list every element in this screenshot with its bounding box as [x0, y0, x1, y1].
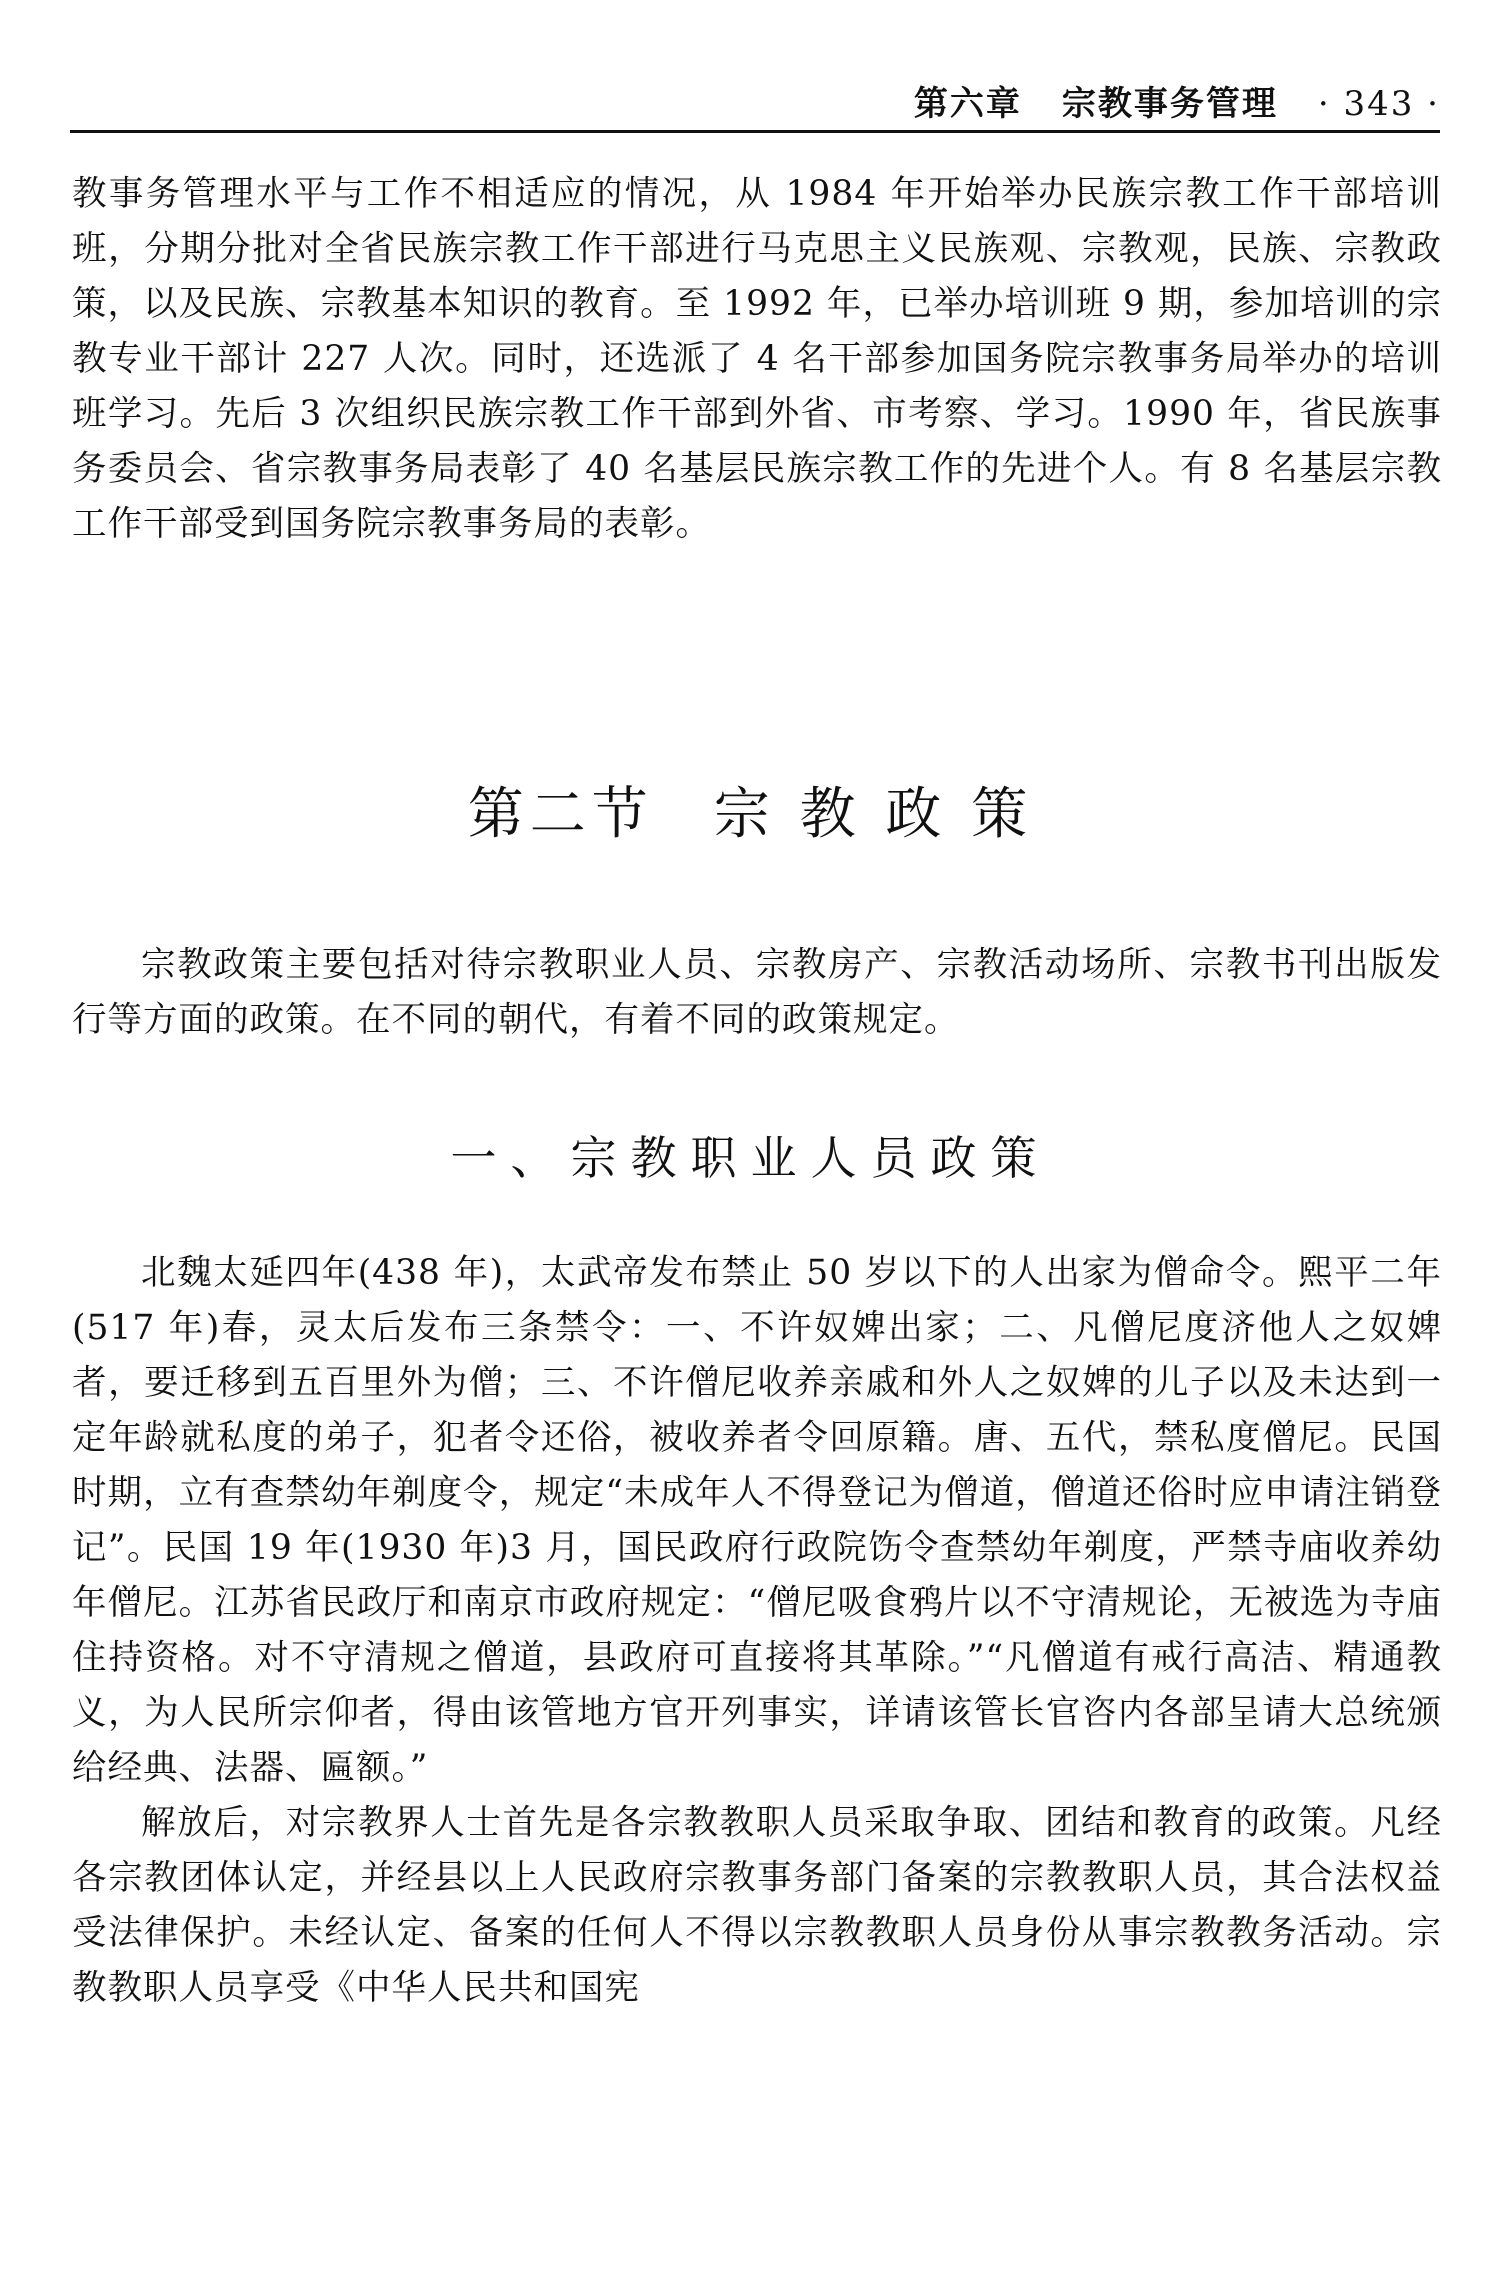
body-paragraph: 北魏太延四年(438 年)，太武帝发布禁止 50 岁以下的人出家为僧命令。熙平二年(517 年)春，灵太后发布三条禁令：一、不许奴婢出家；二、凡僧尼度济他人之奴婢者，要迁移到五百里外为僧；三、不许僧尼收养亲戚和外人之奴婢的儿子以及未达到一定年龄就私度的弟子，犯者令还俗，被收养者令回原籍。唐、五代，禁私度僧尼。民国时期，立有查禁幼年剃度令，规定“未成年人不得登记为僧道，僧道还俗时应申请注销登记”。民国 19 年(1930 年)3 月，国民政府行政院饬令查禁幼年剃度，严禁寺庙收养幼年僧尼。江苏省民政厅和南京市政府规定：“僧尼吸食鸦片以不守清规论，无被选为寺庙住持资格。对不守清规之僧道，县政府可直接将其革除。”“凡僧道有戒行高洁、精通教义，为人民所宗仰者，得由该管地方官开列事实，详请该管长官咨内各部呈请大总统颁给经典、法器、匾额。” — [72, 1253, 1442, 1788]
page-header — [70, 64, 1440, 133]
section-intro-block — [72, 938, 1442, 1048]
chapter-title: 宗教事务管理 — [1061, 84, 1278, 124]
running-head — [914, 76, 1440, 125]
chapter-number: 第六章 — [913, 84, 1022, 124]
body-paragraph: 解放后，对宗教界人士首先是各宗教教职人员采取争取、团结和教育的政策。凡经各宗教团体认定，并经县以上人民政府宗教事务部门备案的宗教教职人员，其合法权益受法律保护。未经认定、备案的任何人不得以宗教教职人员身份从事宗教教务活动。宗教教职人员享受《中华人民共和国宪 — [72, 1803, 1442, 2008]
section-title: 宗 教 政 策 — [713, 782, 1034, 847]
subsection-heading: 一、宗教职业人员政策 — [450, 1131, 1051, 1185]
section-heading — [0, 770, 1501, 850]
subsection-body — [72, 1246, 1442, 2016]
continuation-block — [72, 167, 1442, 552]
continuation-paragraph: 教事务管理水平与工作不相适应的情况，从 1984 年开始举办民族宗教工作干部培训班，分期分批对全省民族宗教工作干部进行马克思主义民族观、宗教观，民族、宗教政策，以及民族、宗教基本知识的教育。至 1992 年，已举办培训班 9 期，参加培训的宗教专业干部计 227 人次。同时，还选派了 4 名干部参加国务院宗教事务局举办的培训班学习。先后 3 次组织民族宗教工作干部到外省、市考察、学习。1990 年，省民族事务委员会、省宗教事务局表彰了 40 名基层民族宗教工作的先进个人。有 8 名基层宗教工作干部受到国务院宗教事务局的表彰。 — [72, 174, 1442, 544]
page-number: · 343 · — [1317, 84, 1440, 124]
section-number: 第二节 — [467, 782, 654, 847]
section-intro-paragraph: 宗教政策主要包括对待宗教职业人员、宗教房产、宗教活动场所、宗教书刊出版发行等方面的政策。在不同的朝代，有着不同的政策规定。 — [72, 945, 1442, 1040]
